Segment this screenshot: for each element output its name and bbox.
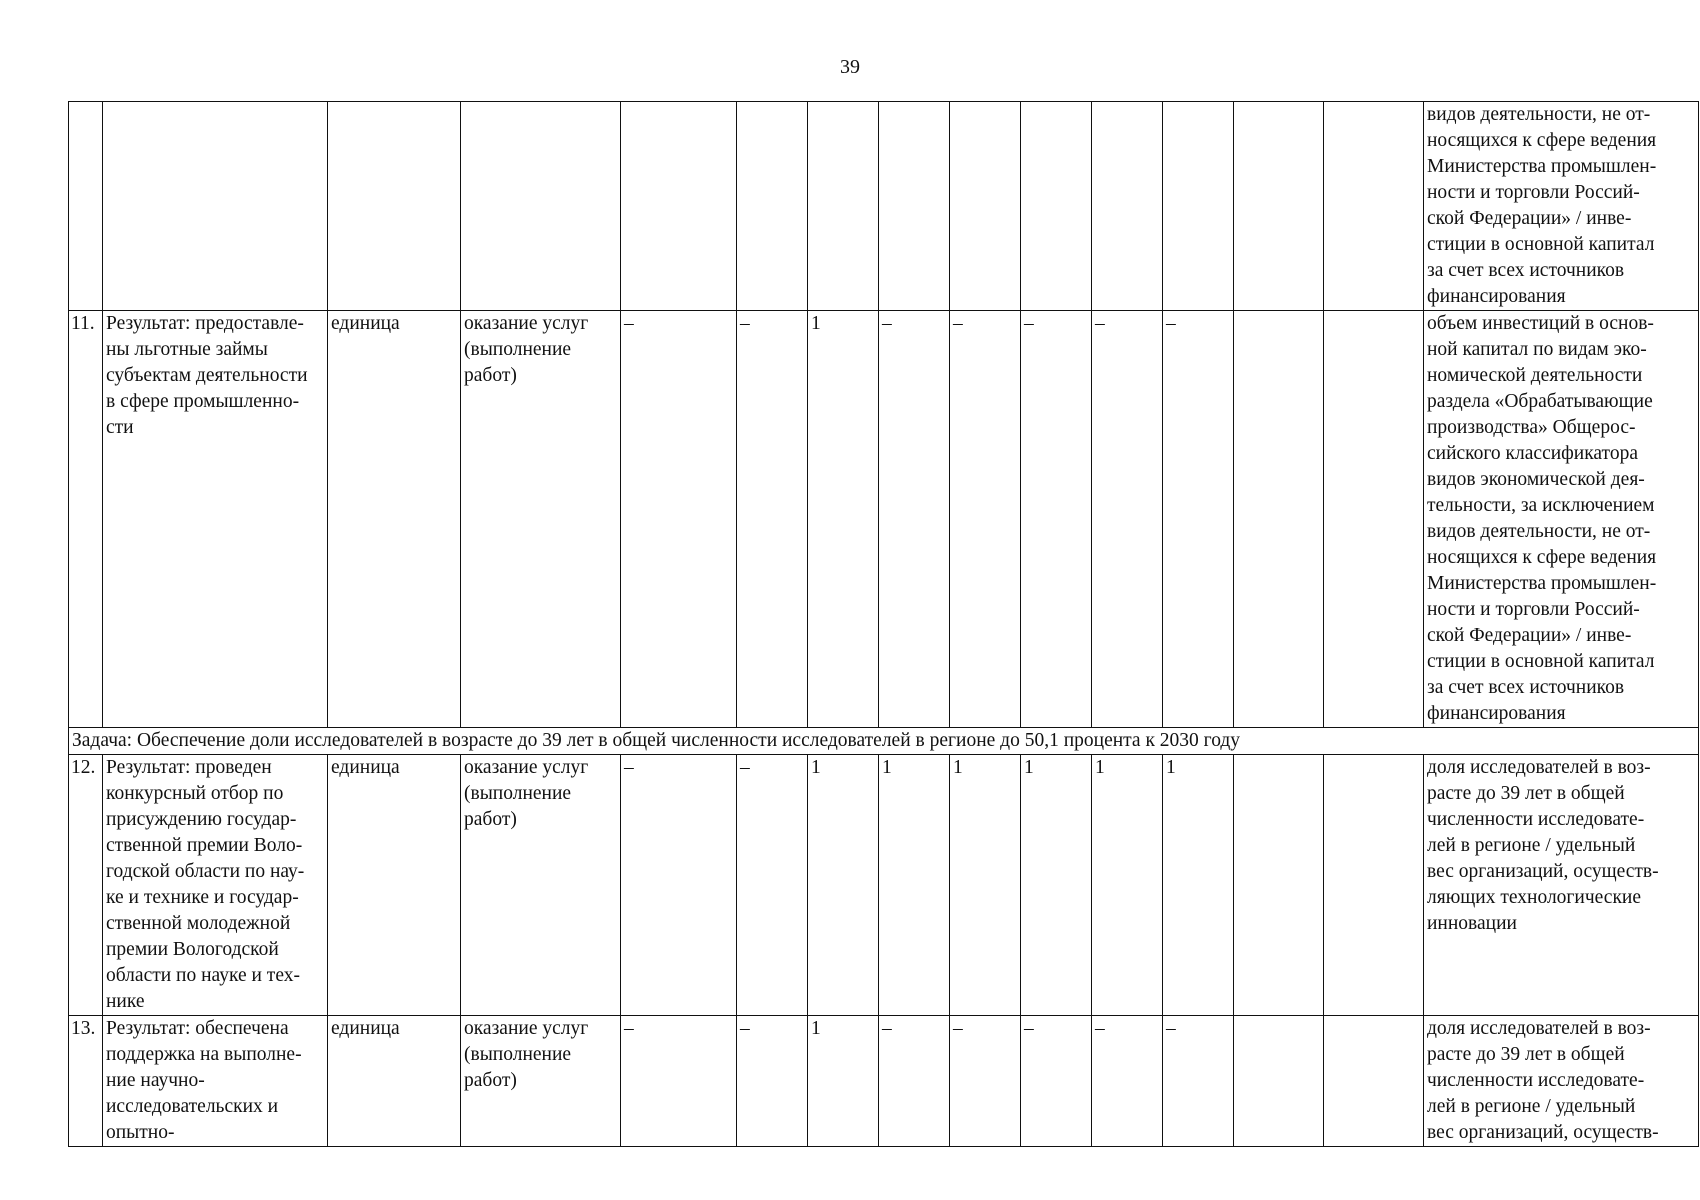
result-cell: Результат: предоставле- ны льготные займы субъектам деятельности в сфере промышленно- сти	[103, 311, 328, 728]
value-cell: 1	[1092, 755, 1163, 1016]
value-cell: 1	[808, 311, 879, 728]
type-cell: оказание услуг (выполнение работ)	[461, 311, 621, 728]
table-row	[69, 102, 1699, 311]
task-heading: Задача: Обеспечение доли исследователей в возрасте до 39 лет в общей численности исследователей в регионе до 50,1 процента к 2030 году	[69, 728, 1699, 755]
value-cell: –	[1021, 1016, 1092, 1147]
value-cell	[1324, 102, 1424, 311]
table-row	[69, 1016, 1699, 1147]
value-cell: 1	[808, 1016, 879, 1147]
value-cell	[737, 102, 808, 311]
type-cell: оказание услуг (выполнение работ)	[461, 755, 621, 1016]
value-cell	[1234, 755, 1324, 1016]
value-cell	[1324, 1016, 1424, 1147]
value-cell: –	[1092, 1016, 1163, 1147]
unit-cell: единица	[328, 311, 461, 728]
row-number	[69, 102, 103, 311]
value-cell: –	[621, 1016, 737, 1147]
value-cell: –	[1163, 311, 1234, 728]
value-cell: –	[1163, 1016, 1234, 1147]
value-cell: –	[1021, 311, 1092, 728]
value-cell	[1021, 102, 1092, 311]
value-cell: –	[621, 755, 737, 1016]
indicator-cell: доля исследователей в воз- расте до 39 лет в общей численности исследовате- лей в регионе / удельный вес организаций, осуществ- ляющих технологические инновации	[1424, 755, 1699, 1016]
value-cell: 1	[1163, 755, 1234, 1016]
value-cell	[950, 102, 1021, 311]
value-cell: 1	[950, 755, 1021, 1016]
value-cell: 1	[808, 755, 879, 1016]
value-cell	[808, 102, 879, 311]
table-row	[69, 755, 1699, 1016]
value-cell	[1092, 102, 1163, 311]
type-cell: оказание услуг (выполнение работ)	[461, 1016, 621, 1147]
indicator-cell: доля исследователей в воз- расте до 39 лет в общей численности исследовате- лей в регионе / удельный вес организаций, осуществ-	[1424, 1016, 1699, 1147]
value-cell: –	[737, 1016, 808, 1147]
value-cell: –	[737, 755, 808, 1016]
value-cell: –	[1092, 311, 1163, 728]
results-table	[68, 101, 1699, 1147]
type-cell	[461, 102, 621, 311]
value-cell	[1324, 311, 1424, 728]
value-cell	[1163, 102, 1234, 311]
page-number: 39	[840, 56, 860, 78]
table-row	[69, 311, 1699, 728]
value-cell: –	[950, 1016, 1021, 1147]
unit-cell	[328, 102, 461, 311]
result-cell: Результат: обеспечена поддержка на выполне- ние научно- исследовательских и опытно-	[103, 1016, 328, 1147]
value-cell: –	[621, 311, 737, 728]
value-cell: 1	[1021, 755, 1092, 1016]
row-number: 13.	[69, 1016, 103, 1147]
unit-cell: единица	[328, 1016, 461, 1147]
indicator-cell: видов деятельности, не от- носящихся к сфере ведения Министерства промышлен- ности и торговли Россий- ской Федерации» / инве- стиции в основной капитал за счет всех источников финансирования	[1424, 102, 1699, 311]
value-cell: 1	[879, 755, 950, 1016]
value-cell: –	[879, 1016, 950, 1147]
value-cell	[1234, 311, 1324, 728]
row-number: 11.	[69, 311, 103, 728]
value-cell	[1234, 102, 1324, 311]
result-cell: Результат: проведен конкурсный отбор по присуждению государ- ственной премии Воло- годской области по нау- ке и технике и государ- ственной молодежной премии Вологодской области по науке и тех- нике	[103, 755, 328, 1016]
value-cell	[1234, 1016, 1324, 1147]
value-cell: –	[950, 311, 1021, 728]
value-cell: –	[737, 311, 808, 728]
task-row	[69, 728, 1699, 755]
value-cell	[1324, 755, 1424, 1016]
unit-cell: единица	[328, 755, 461, 1016]
result-cell	[103, 102, 328, 311]
row-number: 12.	[69, 755, 103, 1016]
value-cell	[621, 102, 737, 311]
value-cell: –	[879, 311, 950, 728]
indicator-cell: объем инвестиций в основ- ной капитал по видам эко- номической деятельности раздела «Обрабатывающие производства» Общерос- сийского классификатора видов экономической дея- тельности, за исключением видов деятельности, не от- носящихся к сфере ведения Министерства промышлен- ности и торговли Россий- ской Федерации» / инве- стиции в основной капитал за счет всех источников финансирования	[1424, 311, 1699, 728]
value-cell	[879, 102, 950, 311]
